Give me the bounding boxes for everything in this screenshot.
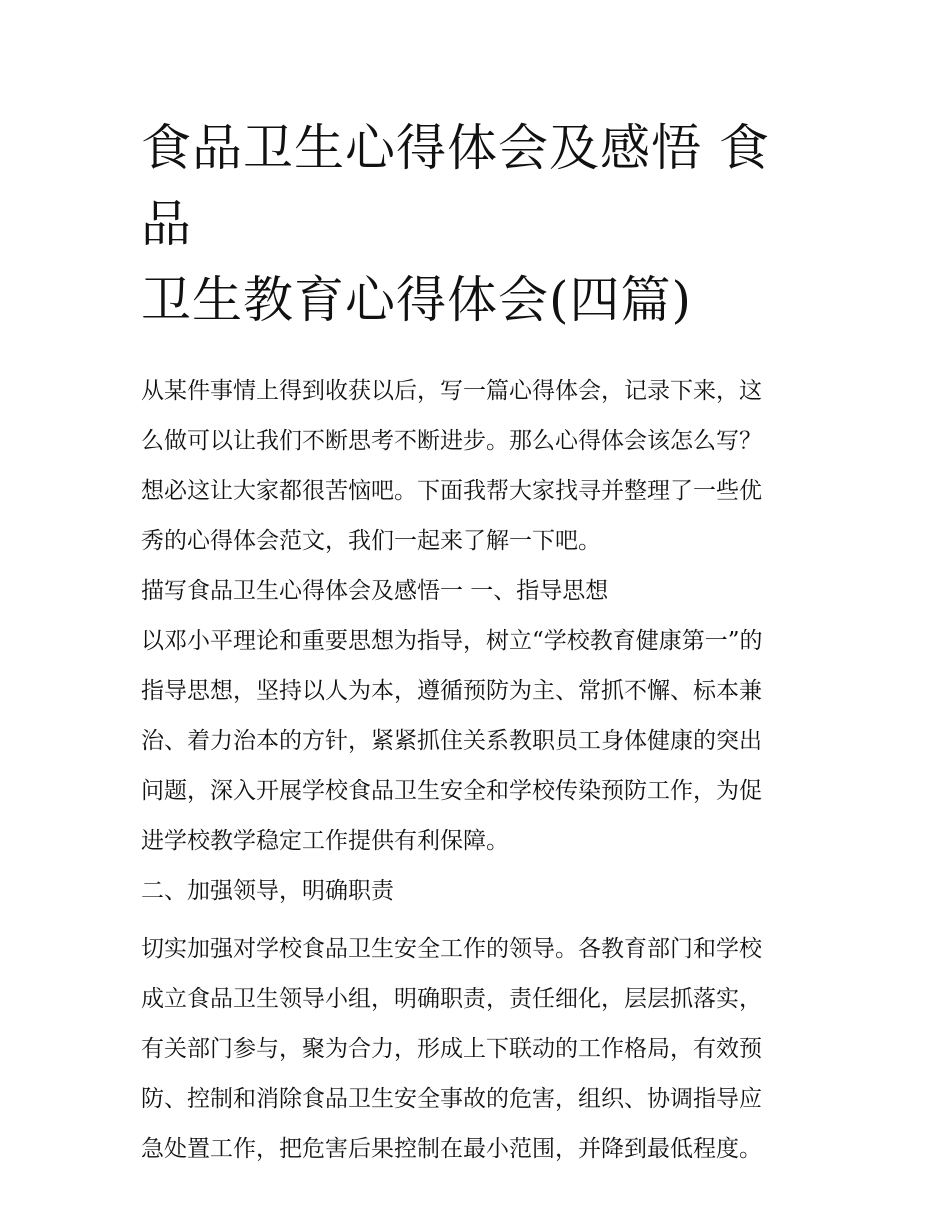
- paragraph-line: 想必这让大家都很苦恼吧。下面我帮大家找寻并整理了一些优: [141, 478, 762, 504]
- document-body: [141, 366, 813, 1174]
- section-heading-2: [141, 866, 813, 916]
- heading-line: 二、加强领导，明确职责: [141, 878, 394, 904]
- paragraph-line: 成立食品卫生领导小组，明确职责，责任细化，层层抓落实，: [141, 986, 762, 1012]
- spacer: [141, 916, 813, 924]
- leadership-paragraph: [141, 924, 813, 1174]
- paragraph-line: 防、控制和消除食品卫生安全事故的危害，组织、协调指导应: [141, 1086, 762, 1112]
- paragraph-line: 治、着力治本的方针，紧紧抓住关系教职员工身体健康的突出: [141, 728, 762, 754]
- document-content: [141, 110, 813, 1174]
- guiding-ideology-paragraph: [141, 616, 813, 866]
- paragraph-line: 急处置工作，把危害后果控制在最小范围，并降到最低程度。: [141, 1136, 762, 1162]
- paragraph-line: 指导思想，坚持以人为本，遵循预防为主、常抓不懈、标本兼: [141, 678, 762, 704]
- paragraph-line: 切实加强对学校食品卫生安全工作的领导。各教育部门和学校: [141, 936, 762, 962]
- paragraph-line: 有关部门参与，聚为合力，形成上下联动的工作格局，有效预: [141, 1036, 762, 1062]
- paragraph-line: 进学校教学稳定工作提供有利保障。: [141, 828, 509, 854]
- intro-paragraph: [141, 366, 813, 566]
- paragraph-line: 从某件事情上得到收获以后，写一篇心得体会，记录下来，这: [141, 378, 762, 404]
- paragraph-line: 秀的心得体会范文，我们一起来了解一下吧。: [141, 528, 601, 554]
- heading-line: 描写食品卫生心得体会及感悟一 一、指导思想: [141, 578, 609, 604]
- paragraph-line: 么做可以让我们不断思考不断进步。那么心得体会该怎么写？: [141, 428, 762, 454]
- section-heading-1: [141, 566, 813, 616]
- paragraph-line: 问题，深入开展学校食品卫生安全和学校传染预防工作，为促: [141, 778, 762, 804]
- document-title: [141, 110, 813, 338]
- paragraph-line: 以邓小平理论和重要思想为指导，树立“学校教育健康第一”的: [141, 628, 763, 654]
- title-line-2: 卫生教育心得体会(四篇): [141, 271, 693, 329]
- title-line-1: 食品卫生心得体会及感悟 食品: [141, 119, 770, 253]
